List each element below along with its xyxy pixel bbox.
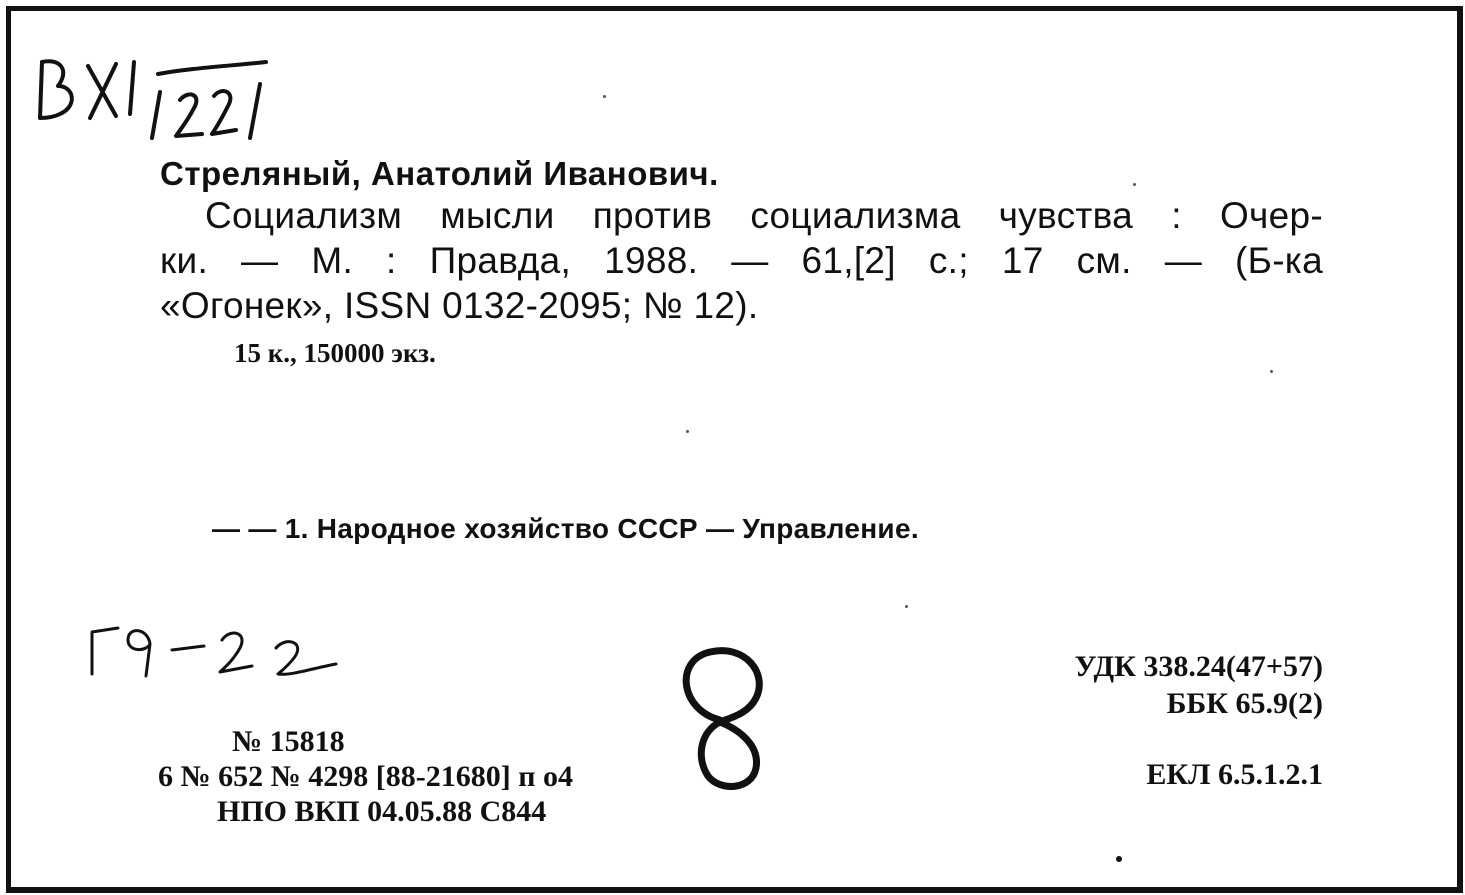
card-number: № 15818 <box>232 725 345 758</box>
scan-speck <box>1270 370 1273 373</box>
title-line-3: «Огонек», ISSN 0132-2095; № 12). <box>160 285 759 326</box>
scan-speck <box>1116 856 1122 862</box>
title-line-2: ки. — М. : Правда, 1988. — 61,[2] с.; 17 см. — (Б-ка <box>160 240 1323 281</box>
handwritten-code <box>80 610 350 690</box>
scan-speck <box>905 605 908 608</box>
subject-heading: — — 1. Народное хозяйство СССР — Управление. <box>212 513 919 544</box>
scan-speck <box>603 95 606 98</box>
author-heading: Стреляный, Анатолий Иванович. <box>160 155 719 192</box>
bbk-classification: ББК 65.9(2) <box>1166 687 1323 720</box>
handwritten-digit <box>660 640 780 800</box>
price-and-print-run: 15 к., 150000 экз. <box>234 338 436 368</box>
udk-classification: УДК 338.24(47+57) <box>1074 650 1323 683</box>
title-line-1: Социализм мысли против социализма чувства : Очер- <box>205 195 1323 236</box>
ekl-classification: ЕКЛ 6.5.1.2.1 <box>1146 758 1323 791</box>
publisher-imprint: НПО ВКП 04.05.88 С844 <box>217 795 547 828</box>
handwritten-shelfmark <box>30 40 300 150</box>
print-order: 6 № 652 № 4298 [88-21680] п о4 <box>158 760 574 793</box>
scan-speck <box>1133 183 1136 186</box>
scan-speck <box>686 430 689 433</box>
